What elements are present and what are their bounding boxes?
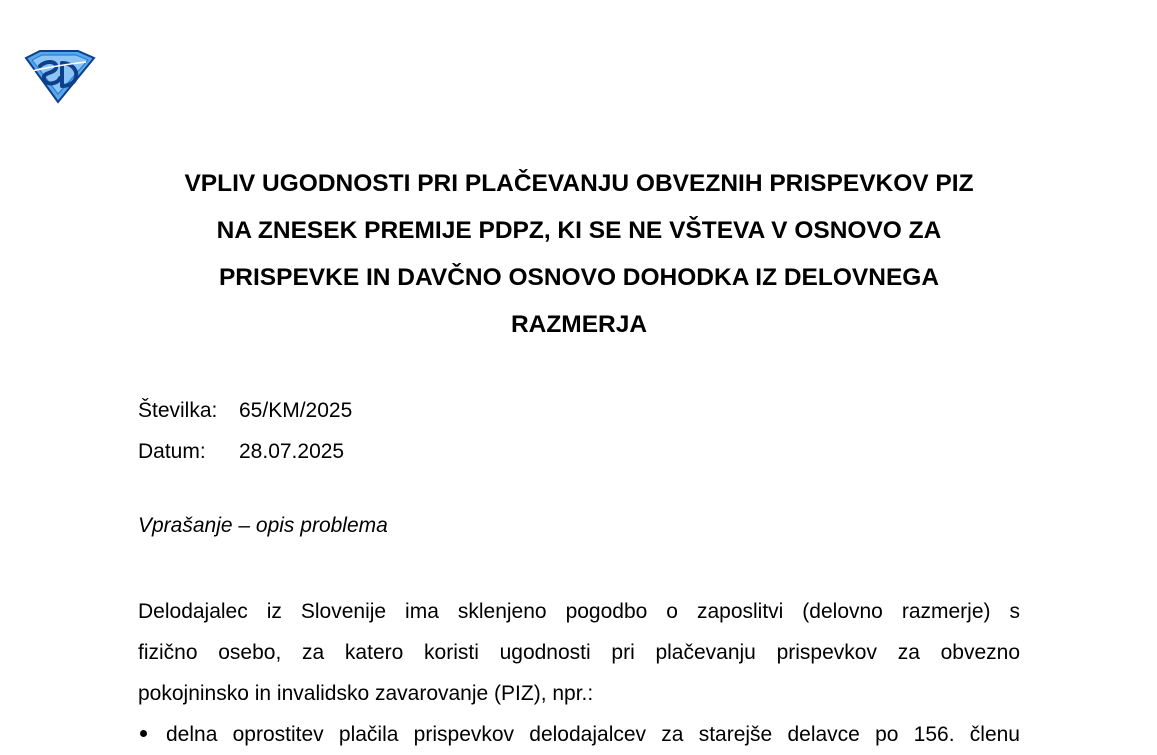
- title-line: NA ZNESEK PREMIJE PDPZ, KI SE NE VŠTEVA V OSNOVO ZA: [216, 217, 942, 244]
- logo-emblem-icon: [22, 48, 96, 104]
- paragraph-line: fizično osebo, za katero koristi ugodnosti pri plačevanju prispevkov za obvezno: [138, 641, 1020, 664]
- date-value: 28.07.2025: [239, 440, 345, 463]
- document-meta: [138, 390, 352, 472]
- body-paragraph: [138, 591, 1020, 714]
- list-item: [138, 714, 1020, 755]
- paragraph-line: Delodajalec iz Slovenije ima sklenjeno pogodbo o zaposlitvi (delovno razmerje) s: [138, 600, 1020, 623]
- number-row: [138, 390, 352, 431]
- date-label: Datum:: [138, 440, 206, 463]
- logo: [22, 48, 96, 104]
- title-line: RAZMERJA: [510, 311, 648, 338]
- bullet-icon: [138, 714, 166, 755]
- number-label: Številka:: [138, 399, 218, 422]
- title-line: VPLIV UGODNOSTI PRI PLAČEVANJU OBVEZNIH PRISPEVKOV PIZ: [184, 170, 974, 197]
- list-item-text: delna oprostitev plačila prispevkov delodajalcev za starejše delavce po 156. členu: [166, 723, 1020, 746]
- number-value: 65/KM/2025: [239, 399, 353, 422]
- document-title: [138, 160, 1020, 348]
- paragraph-line: pokojninsko in invalidsko zavarovanje (PIZ), npr.:: [138, 682, 594, 705]
- date-row: [138, 431, 352, 472]
- section-heading: Vprašanje – opis problema: [138, 514, 388, 537]
- title-line: PRISPEVKE IN DAVČNO OSNOVO DOHODKA IZ DELOVNEGA: [218, 264, 940, 291]
